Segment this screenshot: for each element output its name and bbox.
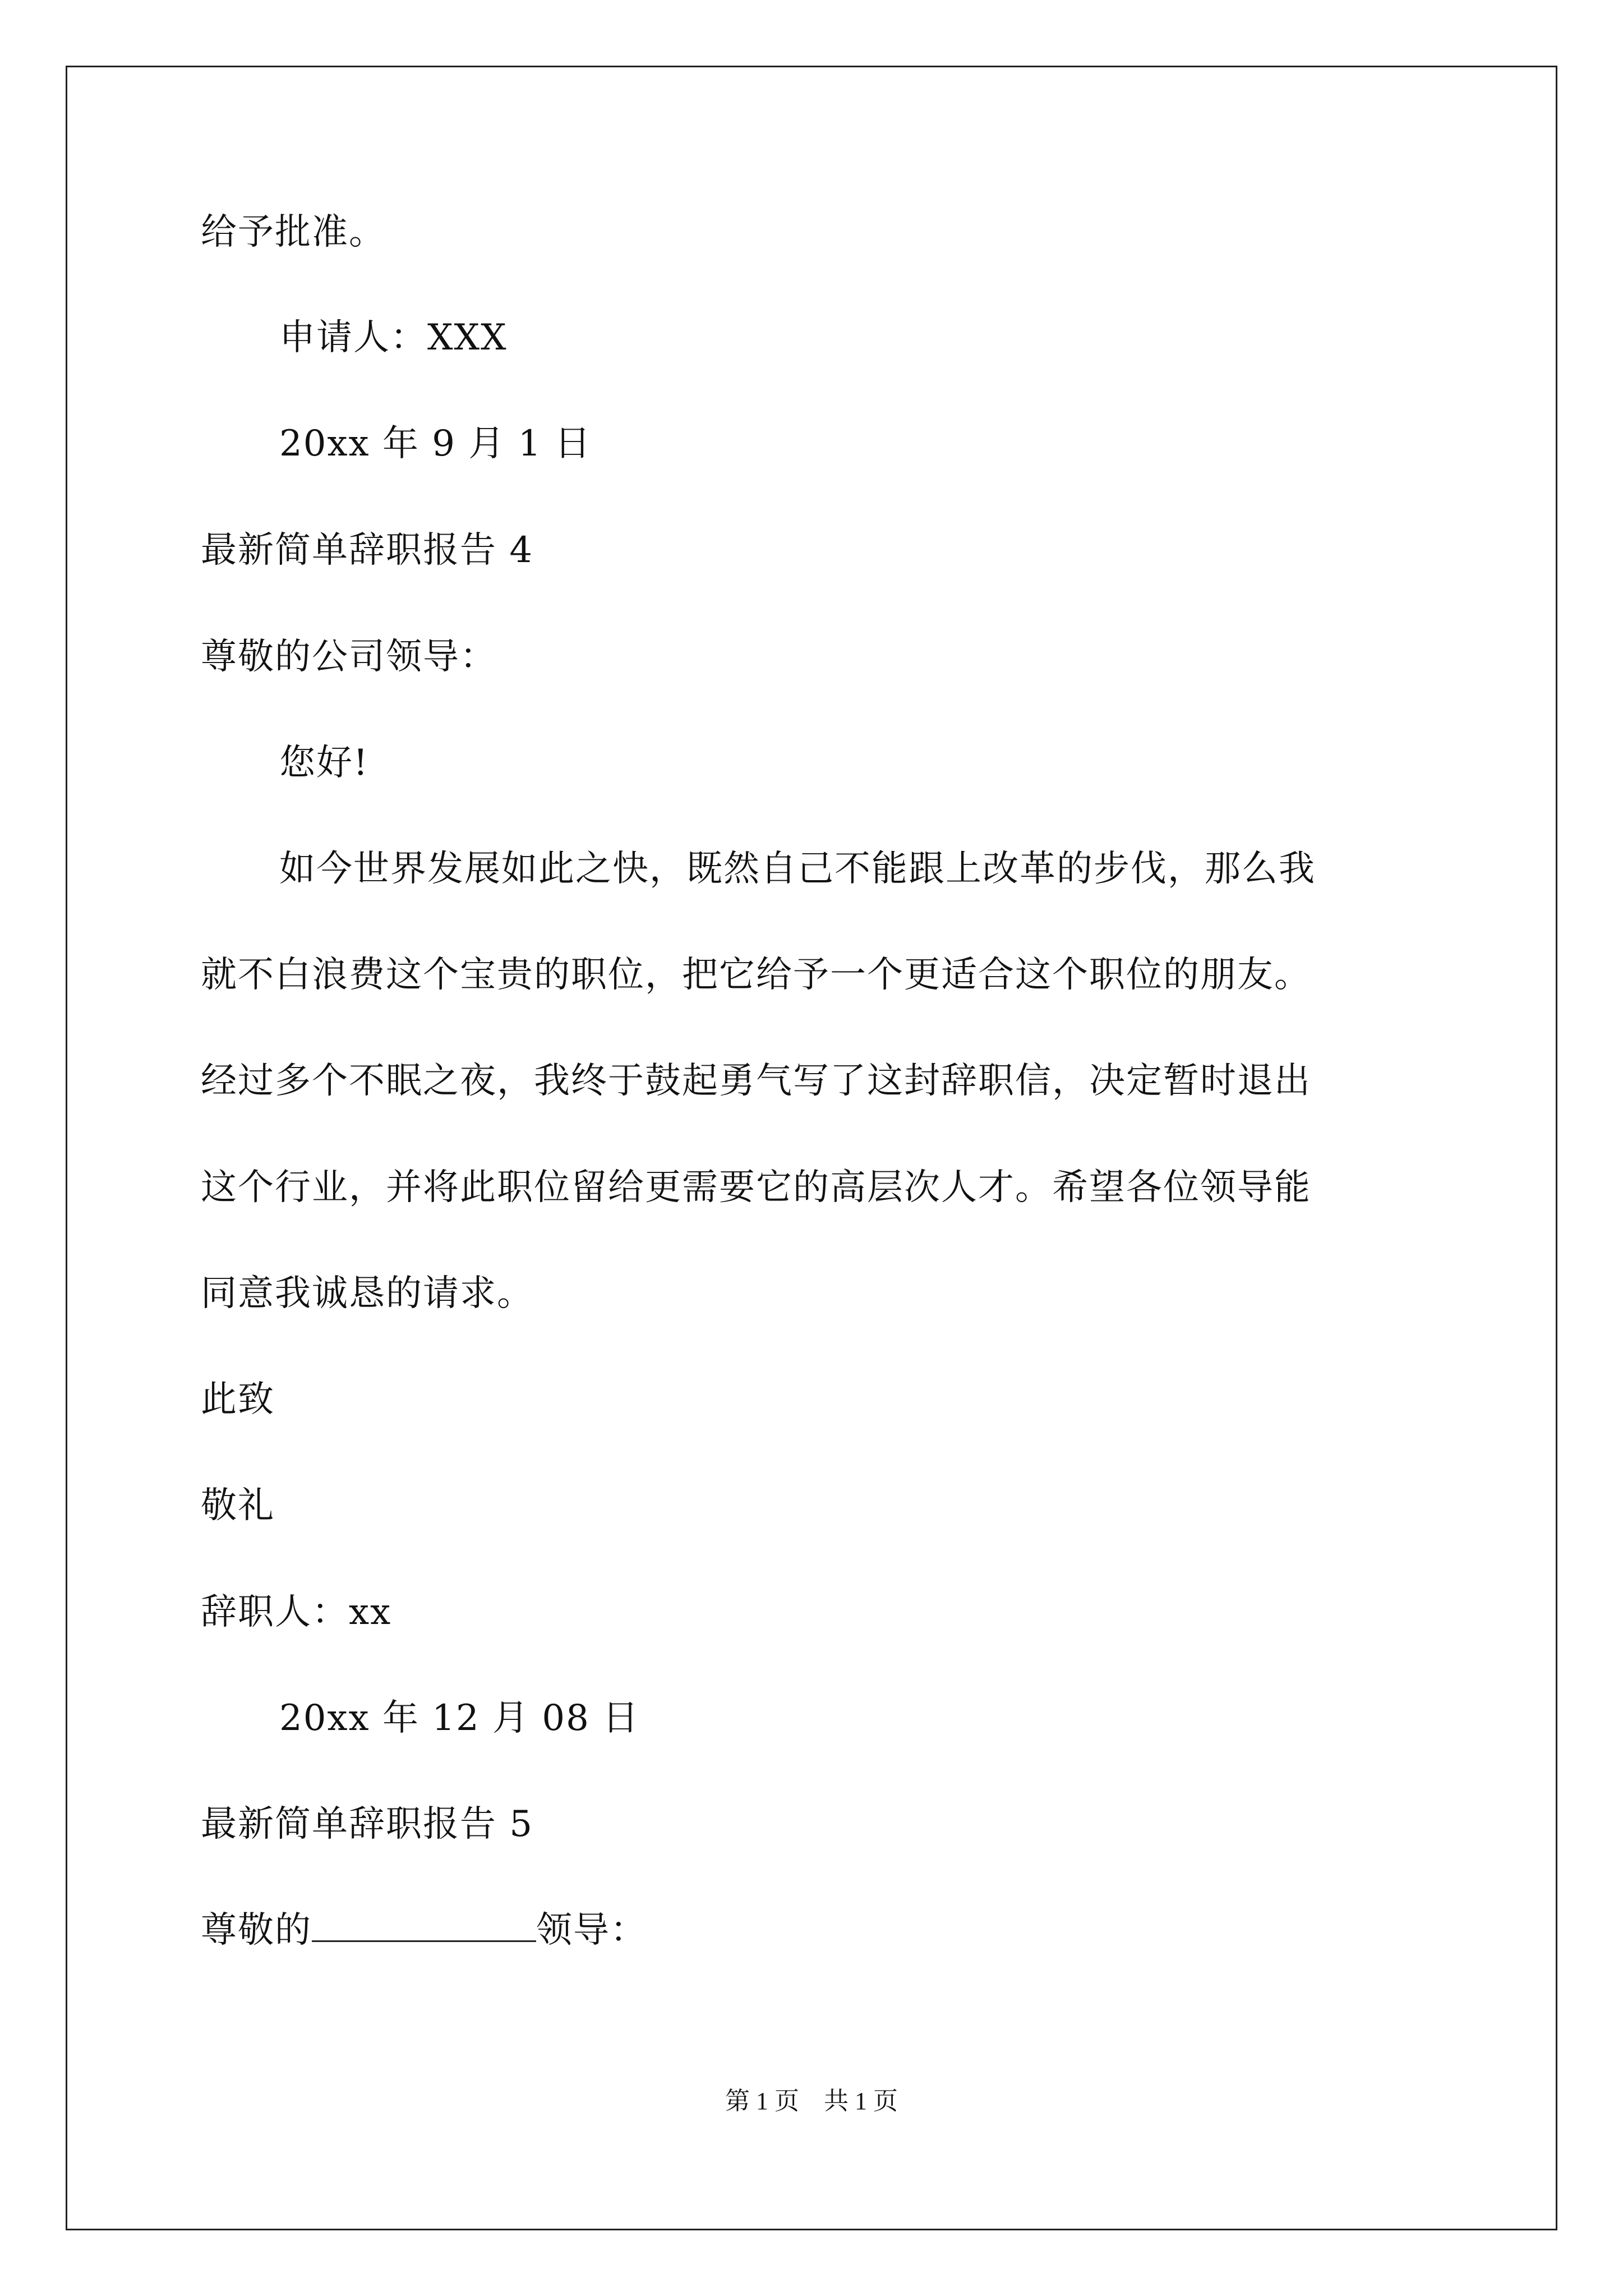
paragraph-line: 如今世界发展如此之快，既然自己不能跟上改革的步伐，那么我 [279, 848, 1316, 890]
paragraph-line: 经过多个不眠之夜，我终于鼓起勇气写了这封辞职信，决定暂时退出 [201, 1060, 1311, 1102]
resignee-line: 辞职人：xx [201, 1591, 392, 1633]
applicant-line: 申请人：XXX [279, 317, 508, 358]
salutation-prefix: 尊敬的 [201, 1910, 312, 1951]
salutation: 尊敬的公司领导： [201, 636, 497, 678]
page-footer [0, 2085, 1623, 2118]
date-line: 20xx 年 9 月 1 日 [279, 423, 592, 464]
paragraph-line: 这个行业，并将此职位留给更需要它的高层次人才。希望各位领导能 [201, 1167, 1311, 1208]
paragraph-line: 就不白浪费这个宝贵的职位，把它给予一个更适合这个职位的朋友。 [201, 954, 1311, 996]
page-total: 共 1 页 [824, 2087, 898, 2115]
section-heading: 最新简单辞职报告 5 [201, 1803, 534, 1845]
greeting: 您好! [279, 742, 369, 784]
fill-in-blank [312, 1909, 536, 1942]
page-number: 第 1 页 [725, 2087, 799, 2115]
salutation-with-blank [201, 1908, 647, 1953]
date-line: 20xx 年 12 月 08 日 [279, 1697, 640, 1739]
salutation-suffix: 领导： [536, 1910, 647, 1951]
closing-regards: 敬礼 [201, 1485, 275, 1526]
page-border [66, 66, 1557, 2230]
paragraph-line: 同意我诚恳的请求。 [201, 1273, 534, 1314]
closing-line: 此致 [201, 1379, 275, 1420]
section-heading: 最新简单辞职报告 4 [201, 530, 534, 571]
text-line: 给予批准。 [201, 211, 386, 253]
